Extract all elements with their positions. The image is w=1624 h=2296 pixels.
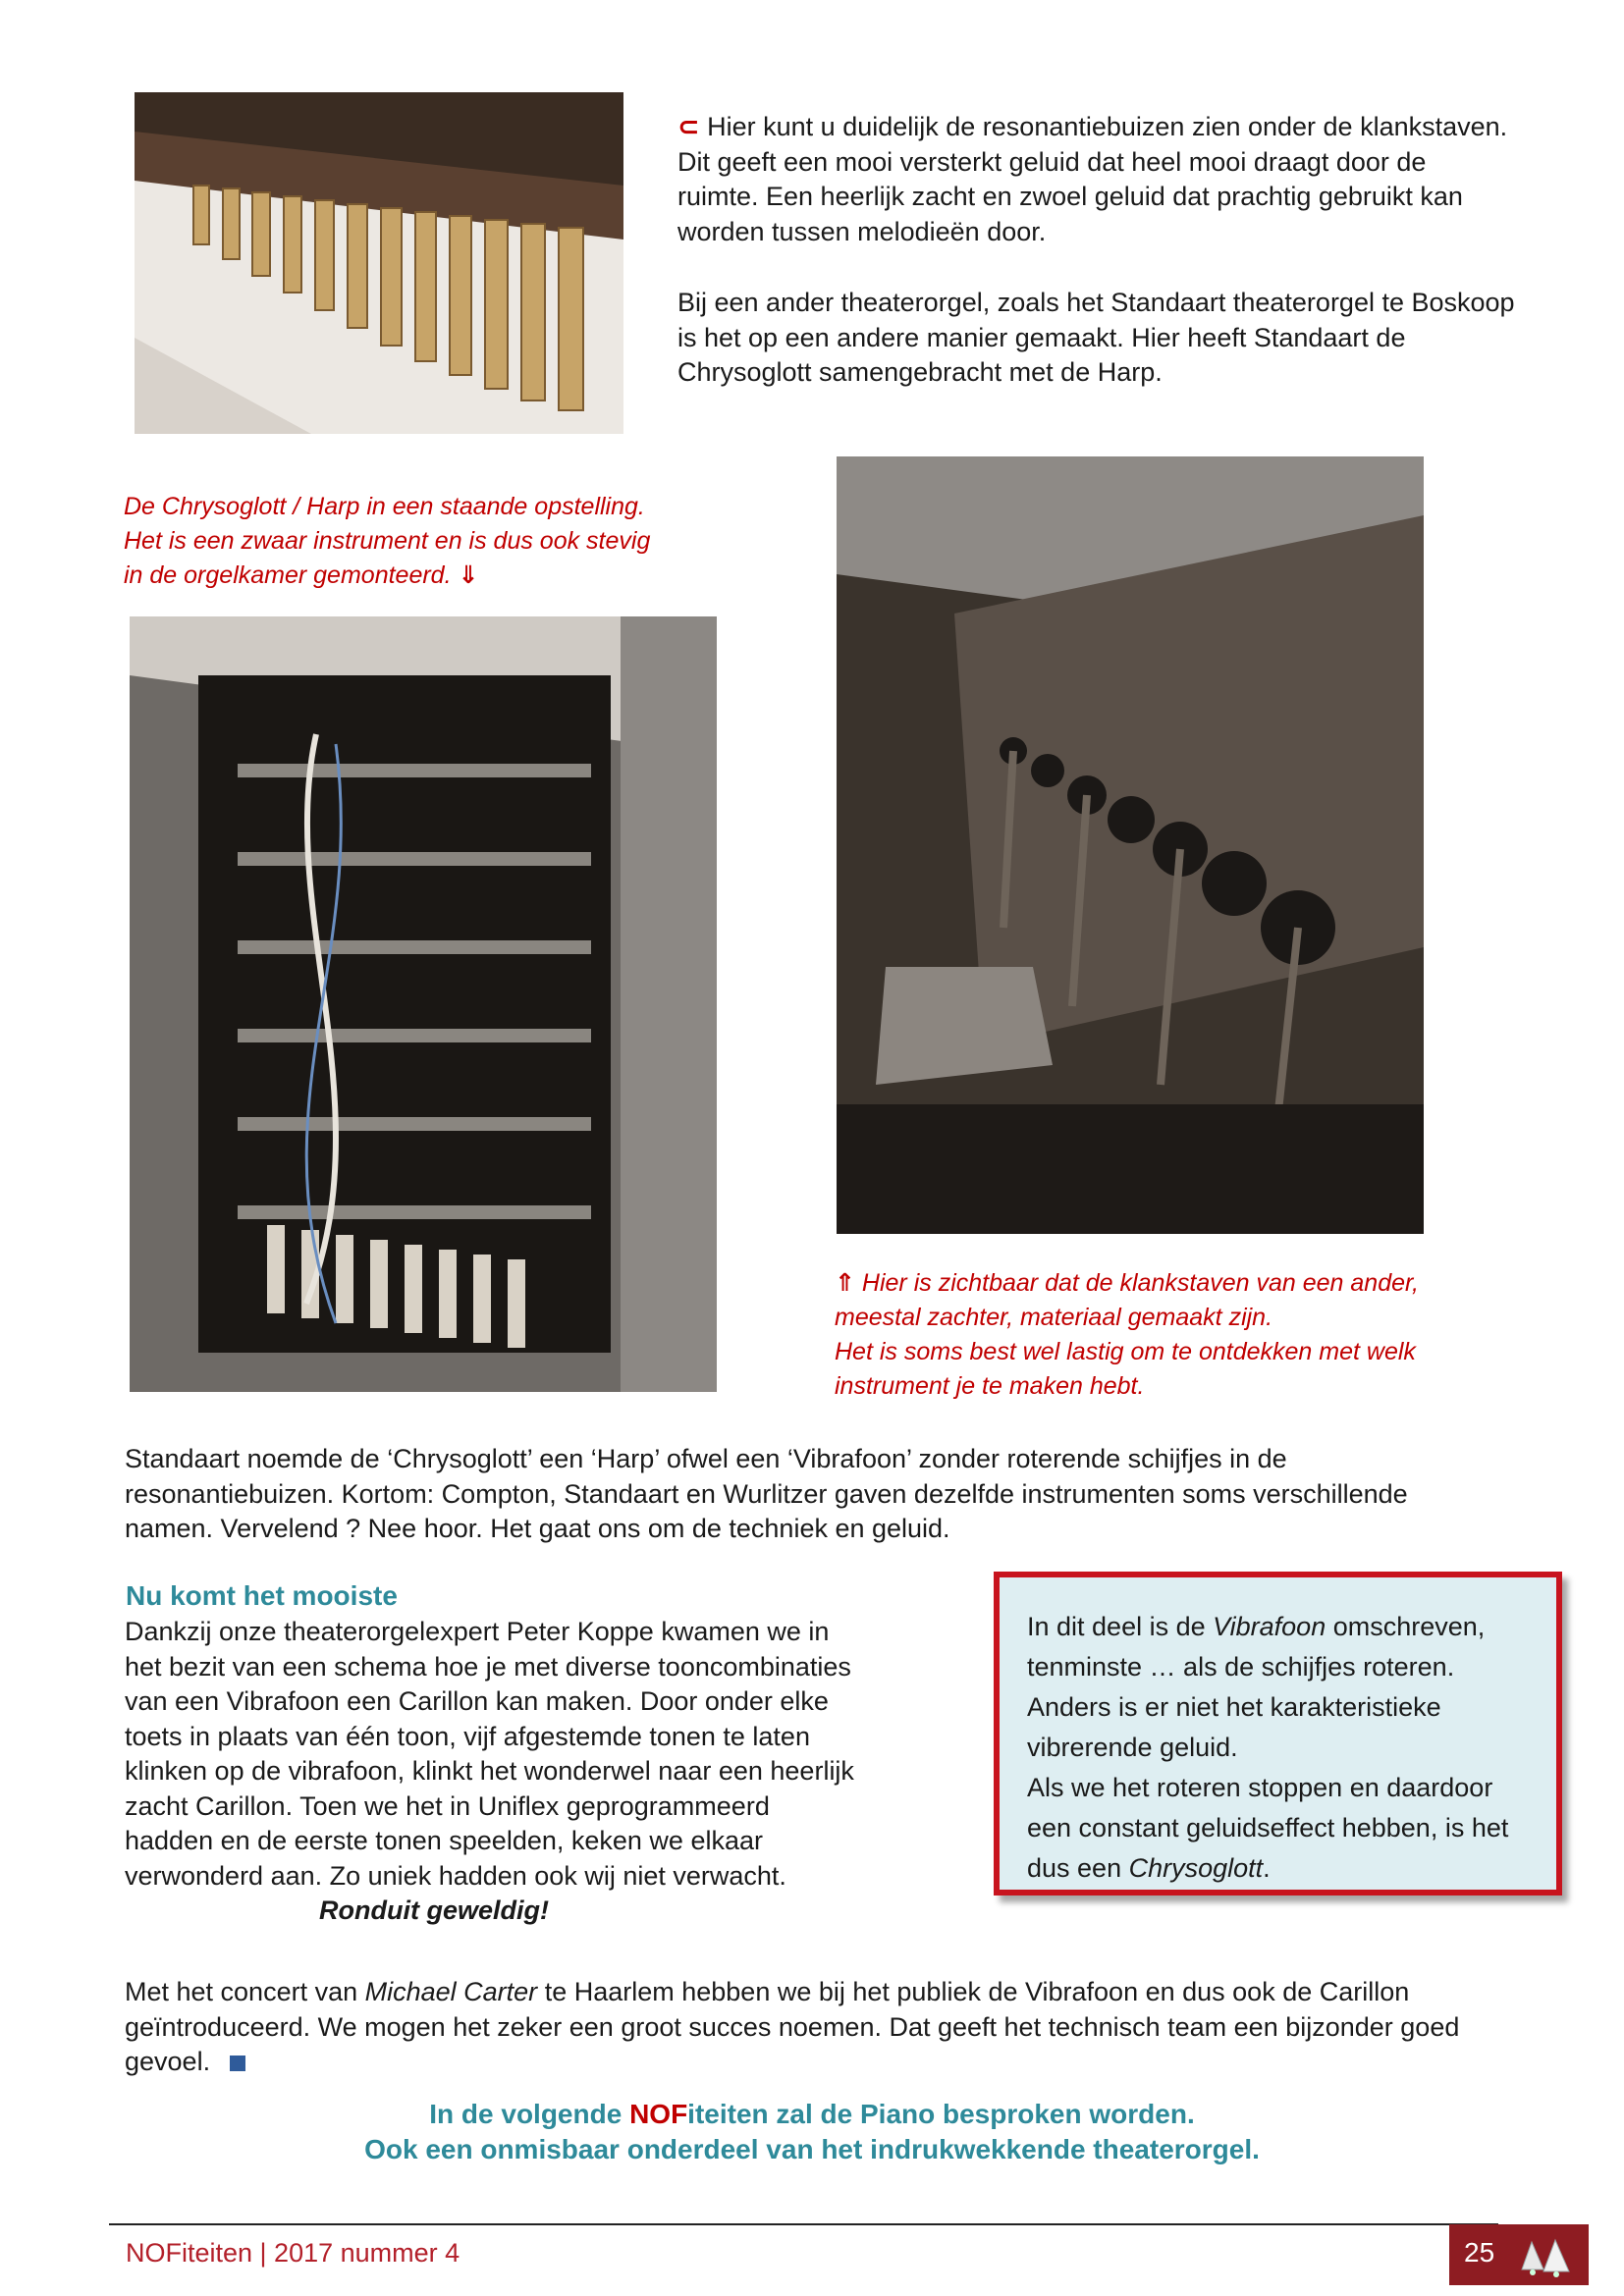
left-caption-line-1: De Chrysoglott / Harp in een staande opstelling.: [124, 493, 645, 520]
boskoop-paragraph: [677, 286, 1581, 391]
concert-line-2: geïntroduceerd. We mogen het zeker een groot succes noemen. Dat geeft het technisch team een bijzonder goed: [125, 2011, 1460, 2042]
right-caption-line-1: ⇑ Hier is zichtbaar dat de klankstaven van een ander,: [835, 1269, 1419, 1297]
section-line-3: van een Vibrafoon een Carillon kan maken. Door onder elke: [125, 1686, 829, 1716]
section-line-4: toets in plaats van één toon, vijf afgestemde tonen te laten: [125, 1721, 810, 1751]
right-caption-line-3: Het is soms best wel lastig om te ontdekken met welk: [835, 1338, 1416, 1365]
bells-logo-icon: [1514, 2232, 1579, 2277]
left-caption-line-2: Het is een zwaar instrument en is dus ook stevig: [124, 527, 651, 555]
right-photo-caption: [835, 1266, 1581, 1404]
section-line-2: het bezit van een schema hoe je met diverse tooncombinaties: [125, 1651, 851, 1682]
boskoop-line-3: Chrysoglott samengebracht met de Harp.: [677, 357, 1163, 387]
right-caption-line-4: instrument je te maken hebt.: [835, 1372, 1145, 1400]
section-paragraph: [125, 1615, 969, 1929]
note-line-7: dus een Chrysoglott.: [1027, 1853, 1271, 1883]
note-line-5: Als we het roteren stoppen en daardoor: [1027, 1773, 1493, 1802]
section-heading: Nu komt het mooiste: [126, 1580, 398, 1611]
right-caption-line-2: meestal zachter, materiaal gemaakt zijn.: [835, 1304, 1273, 1331]
teaser-line-2: Ook een onmisbaar onderdeel van het indrukwekkende theaterorgel.: [364, 2134, 1260, 2164]
arrow-left-icon: ⊂: [677, 112, 700, 141]
photo-klankstaven-mallets: [837, 456, 1424, 1234]
middle-line-2: resonantiebuizen. Kortom: Compton, Standaart en Wurlitzer gaven dezelfde instrumenten soms verschillende: [125, 1478, 1408, 1509]
note-line-6: een constant geluidseffect hebben, is het: [1027, 1813, 1509, 1842]
vibrafoon-note-text: [1027, 1607, 1547, 1889]
footer-rule: [109, 2223, 1498, 2225]
intro-line-2: Dit geeft een mooi versterkt geluid dat heel mooi draagt door de: [677, 146, 1427, 177]
page-number: 25: [1464, 2237, 1495, 2268]
teaser-line-1: In de volgende NOFiteiten zal de Piano besproken worden.: [429, 2099, 1195, 2129]
concert-paragraph: [125, 1975, 1568, 2080]
concert-line-1: Met het concert van Michael Carter te Haarlem hebben we bij het publiek de Vibrafoon en dus ook de Carillon: [125, 1977, 1410, 2006]
intro-line-4: worden tussen melodieën door.: [677, 216, 1047, 246]
section-line-8: verwonderd aan. Zo uniek hadden ook wij niet verwacht.: [125, 1860, 786, 1891]
photo-chrysoglott-harp: [130, 616, 717, 1392]
intro-paragraph: [677, 110, 1581, 249]
section-line-5: klinken op de vibrafoon, klinkt het wonderwel naar een heerlijk: [125, 1756, 854, 1786]
page-number-box: [1449, 2224, 1589, 2285]
note-line-2: tenminste … als de schijfjes roteren.: [1027, 1652, 1455, 1682]
photo-resonance-tubes: [135, 92, 623, 434]
boskoop-line-2: is het op een andere manier gemaakt. Hier heeft Standaart de: [677, 322, 1406, 352]
section-line-1: Dankzij onze theaterorgelexpert Peter Koppe kwamen we in: [125, 1617, 830, 1646]
footer-publication-title: NOFiteiten | 2017 nummer 4: [126, 2238, 460, 2268]
section-closing: Ronduit geweldig!: [319, 1896, 549, 1925]
next-issue-teaser: [0, 2097, 1624, 2167]
note-line-3: Anders is er niet het karakteristieke: [1027, 1692, 1441, 1722]
vibrafoon-note-box: [994, 1572, 1562, 1896]
end-of-article-square-icon: [230, 2056, 245, 2071]
intro-line-3: ruimte. Een heerlijk zacht en zwoel geluid dat prachtig gebruikt kan: [677, 182, 1463, 211]
section-line-6: zacht Carillon. Toen we het in Uniflex geprogrammeerd: [125, 1790, 770, 1821]
left-photo-caption: [124, 490, 732, 593]
note-line-4: vibrerende geluid.: [1027, 1733, 1238, 1762]
section-line-7: hadden en de eerste tonen speelden, keken we elkaar: [125, 1826, 763, 1855]
arrow-down-icon: ⇓: [458, 561, 479, 589]
middle-line-1: Standaart noemde de ‘Chrysoglott’ een ‘Harp’ ofwel een ‘Vibrafoon’ zonder roterende schijfjes in de: [125, 1444, 1287, 1473]
left-caption-line-3: in de orgelkamer gemonteerd. ⇓: [124, 561, 479, 589]
middle-line-3: namen. Vervelend ? Nee hoor. Het gaat ons om de techniek en geluid.: [125, 1514, 950, 1543]
concert-line-3: gevoel.: [125, 2045, 1568, 2080]
note-line-1: In dit deel is de Vibrafoon omschreven,: [1027, 1612, 1486, 1641]
intro-line-1: ⊂ Hier kunt u duidelijk de resonantiebuizen zien onder de klankstaven.: [677, 110, 1581, 145]
middle-paragraph: [125, 1442, 1558, 1547]
arrow-up-icon: ⇑: [835, 1269, 855, 1297]
boskoop-line-1: Bij een ander theaterorgel, zoals het Standaart theaterorgel te Boskoop: [677, 288, 1515, 317]
